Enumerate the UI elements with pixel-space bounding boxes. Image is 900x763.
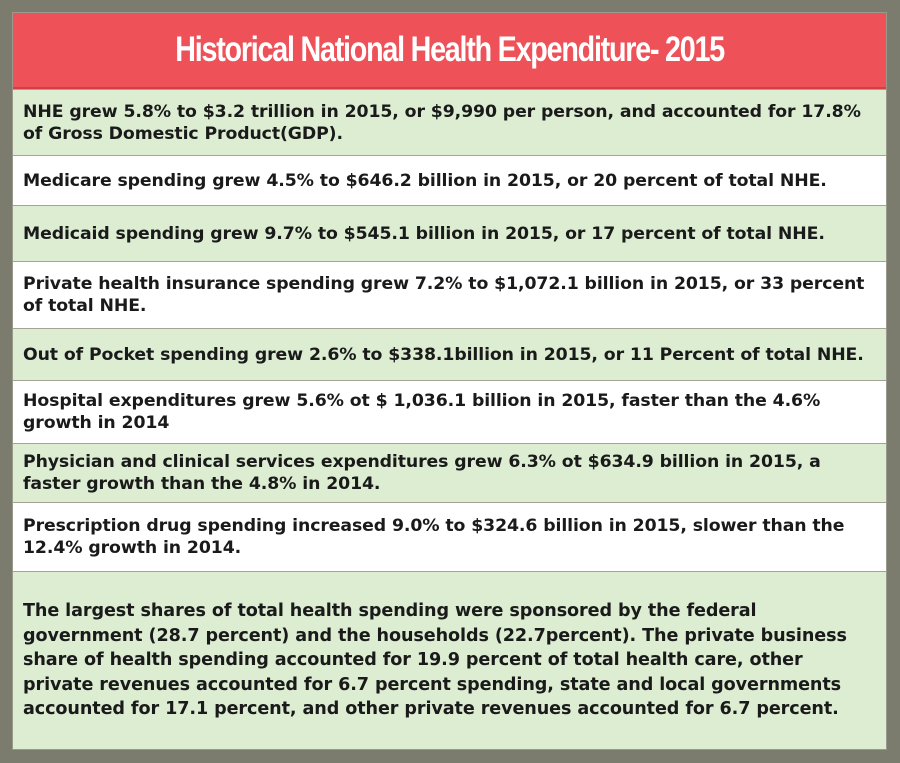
title-bar (13, 13, 886, 89)
fact-text: Medicaid spending grew 9.7% to $545.1 billion in 2015, or 17 percent of total NHE. (23, 223, 825, 244)
fact-text: NHE grew 5.8% to $3.2 trillion in 2015, or $9,990 per person, and accounted for 17.8% of Gross Domestic Product(GDP). (23, 101, 861, 144)
fact-row-medicaid (13, 205, 886, 261)
fact-text: Prescription drug spending increased 9.0% to $324.6 billion in 2015, slower than the 12.4% growth in 2014. (23, 516, 845, 558)
fact-text: Private health insurance spending grew 7.2% to $1,072.1 billion in 2015, or 33 percent of total NHE. (23, 274, 865, 316)
fact-row-hospital (13, 380, 886, 443)
fact-text: Out of Pocket spending grew 2.6% to $338.1billion in 2015, or 11 Percent of total NHE. (23, 344, 864, 365)
page-title: Historical National Health Expenditure- 2015 (175, 30, 724, 69)
fact-text: The largest shares of total health spending were sponsored by the federal government (28.7 percent) and the households (22.7percent). The private business share of health spending accounted for 19.9 percent of total health care, other private revenues accounted for 6.7 percent spending, state and local governments accounted for 17.1 percent, and other private revenues accounted for 6.7 percent. (23, 601, 847, 720)
fact-text: Physician and clinical services expenditures grew 6.3% ot $634.9 billion in 2015, a faster growth than the 4.8% in 2014. (23, 452, 821, 494)
fact-text: Hospital expenditures grew 5.6% ot $ 1,036.1 billion in 2015, faster than the 4.6% growth in 2014 (23, 391, 821, 433)
fact-row-medicare (13, 155, 886, 205)
fact-row-physician (13, 443, 886, 502)
fact-row-nhe (13, 89, 886, 155)
expenditure-panel (12, 12, 887, 750)
fact-row-prescription (13, 502, 886, 571)
fact-row-private-insurance (13, 261, 886, 328)
fact-row-spending-shares (13, 571, 886, 749)
fact-text: Medicare spending grew 4.5% to $646.2 billion in 2015, or 20 percent of total NHE. (23, 170, 827, 191)
fact-row-out-of-pocket (13, 328, 886, 380)
